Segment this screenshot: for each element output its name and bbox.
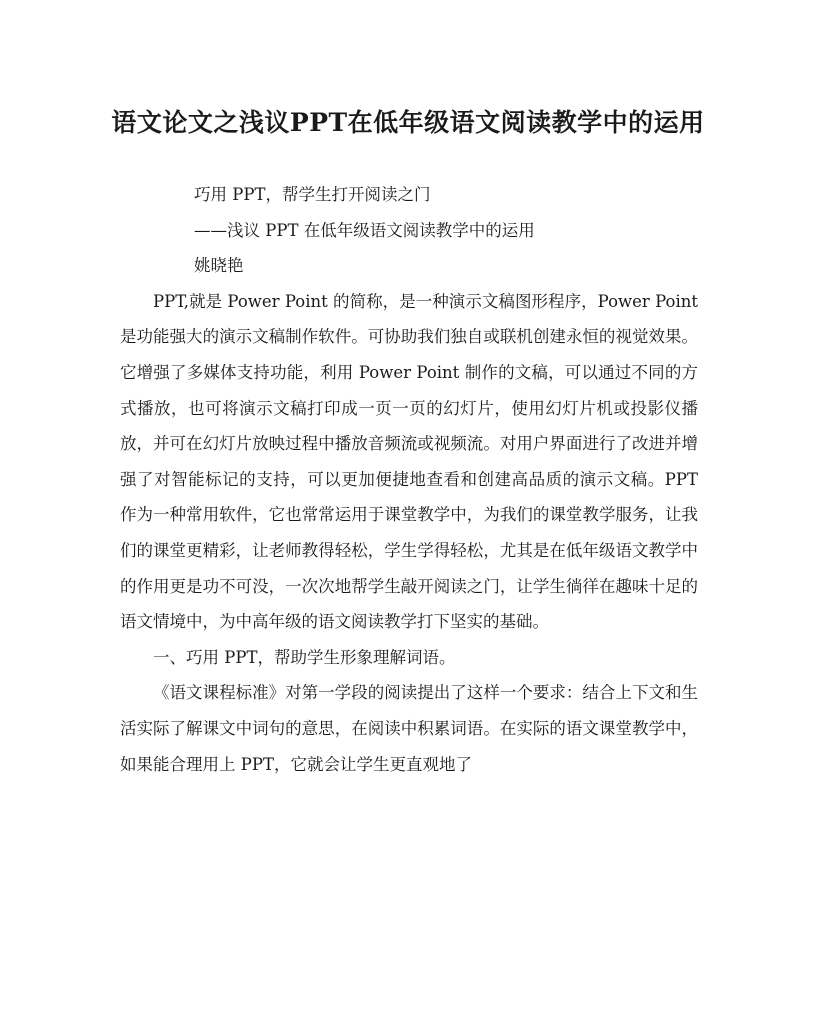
section-paragraph-1: 《语文课程标准》对第一学段的阅读提出了这样一个要求：结合上下文和生活实际了解课文中词句的意思，在阅读中积累词语。在实际的语文课堂教学中，如果能合理用上 PPT，它就会让学生更直观地了 bbox=[120, 683, 698, 774]
document-title: 语文论文之浅议PPT在低年级语文阅读教学中的运用 bbox=[111, 108, 705, 137]
subtitle-line-1: 巧用 PPT，帮学生打开阅读之门 bbox=[194, 185, 431, 204]
section-heading-1: 一、巧用 PPT，帮助学生形象理解词语。 bbox=[153, 647, 456, 667]
intro-paragraph: PPT,就是 Power Point 的简称，是一种演示文稿图形程序，Power Point 是功能强大的演示文稿制作软件。可协助我们独自或联机创建永恒的视觉效果。它增强了多媒体支持功能，利用 Power Point 制作的文稿，可以通过不同的方式播放，也可将演示文稿打印成一页一页的幻灯片，使用幻灯片机或投影仪播放，并可在幻灯片放映过程中播放音频流或视频流。对用户界面进行了改进并增强了对智能标记的支持，可以更加便捷地查看和创建高品质的演示文稿。PPT 作为一种常用软件，它也常常运用于课堂教学中，为我们的课堂教学服务，让我们的课堂更精彩，让老师教得轻松，学生学得轻松，尤其是在低年级语文教学中的作用更是功不可没，一次次地帮学生敲开阅读之门，让学生徜徉在趣味十足的语文情境中，为中高年级的语文阅读教学打下坚实的基础。 bbox=[120, 291, 698, 632]
subtitle-line-2: ——浅议 PPT 在低年级语文阅读教学中的运用 bbox=[194, 220, 535, 240]
document-body bbox=[120, 177, 698, 782]
author-name: 姚晓艳 bbox=[194, 256, 244, 276]
